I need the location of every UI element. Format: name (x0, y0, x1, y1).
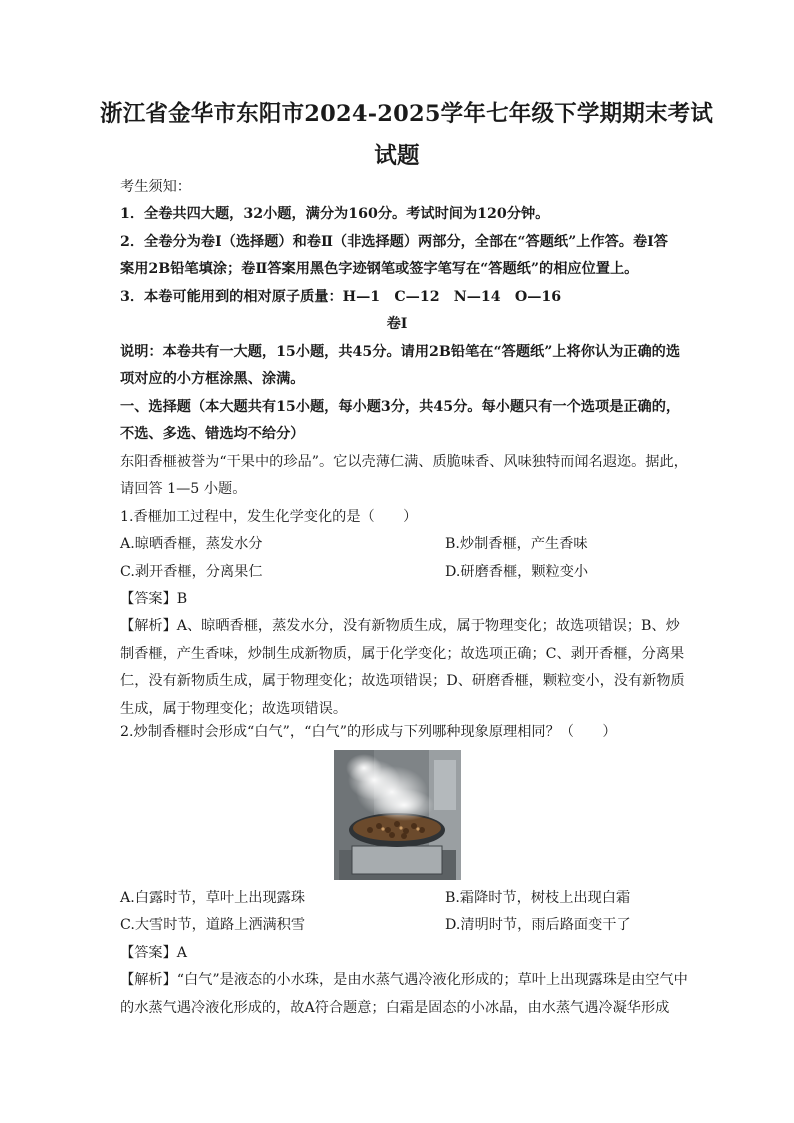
q1-analysis-line-4: 生成，属于物理变化；故选项错误。 (120, 701, 348, 717)
q2-option-d: D.清明时节，雨后路面变干了 (445, 917, 631, 933)
explain-line-2: 项对应的小方框涂黑、涂满。 (120, 371, 305, 387)
q2-analysis-line-2: 的水蒸气遇冷液化形成的，故A符合题意；白霜是固态的小冰晶，由水蒸气遇冷凝华形成 (120, 1000, 670, 1016)
wok-steam-photo (334, 750, 461, 880)
q1-option-b: B.炒制香榧，产生香味 (445, 536, 588, 552)
q1-analysis-line-2: 制香榧，产生香味，炒制生成新物质，属于化学变化；故选项正确；C、剥开香榧，分离果 (120, 646, 685, 662)
notice-heading: 考生须知： (120, 179, 191, 195)
q1-option-d: D.研磨香榧，颗粒变小 (445, 564, 589, 580)
q2-option-b: B.霜降时节，树枝上出现白霜 (445, 890, 631, 906)
volume-label: 卷Ⅰ (386, 316, 408, 332)
exam-title-line-1: 浙江省金华市东阳市2024-2025学年七年级下学期期末考试 (100, 101, 714, 127)
notice-item-2-line-1: 2．全卷分为卷Ⅰ（选择题）和卷Ⅱ（非选择题）两部分，全部在“答题纸”上作答。卷Ⅰ答 (120, 234, 668, 250)
intro-line-1: 东阳香榧被誉为“干果中的珍品”。它以壳薄仁满、质脆味香、风味独特而闻名遐迩。据此， (120, 454, 688, 470)
notice-item-3: 3．本卷可能用到的相对原子质量：H—1 C—12 N—14 O—16 (120, 289, 562, 305)
q2-option-c: C.大雪时节，道路上洒满积雪 (120, 917, 306, 933)
explain-line-1: 说明：本卷共有一大题，15小题，共45分。请用2B铅笔在“答题纸”上将你认为正确的选 (120, 344, 681, 360)
intro-line-2: 请回答 1—5 小题。 (120, 481, 247, 497)
q2-analysis-line-1: 【解析】“白气”是液态的小水珠，是由水蒸气遇冷液化形成的；草叶上出现露珠是由空气中 (120, 972, 688, 988)
q2-stem: 2.炒制香榧时会形成“白气”，“白气”的形成与下列哪种现象原理相同？（ ） (120, 724, 617, 740)
notice-item-1: 1．全卷共四大题，32小题，满分为160分。考试时间为120分钟。 (120, 206, 550, 222)
q1-analysis-line-1: 【解析】A、晾晒香榧，蒸发水分，没有新物质生成，属于物理变化；故选项错误；B、炒 (120, 618, 680, 634)
section-heading-line-2: 不选、多选、错选均不给分） (120, 426, 305, 442)
q2-answer: 【答案】A (120, 945, 187, 961)
exam-title-line-2: 试题 (374, 143, 420, 169)
q1-option-c: C.剥开香榧，分离果仁 (120, 564, 263, 580)
q1-analysis-line-3: 仁，没有新物质生成，属于物理变化；故选项错误；D、研磨香榧，颗粒变小，没有新物质 (120, 673, 685, 689)
q1-option-a: A.晾晒香榧，蒸发水分 (120, 536, 263, 552)
section-heading-line-1: 一、选择题（本大题共有15小题，每小题3分，共45分。每小题只有一个选项是正确的， (120, 399, 681, 415)
q1-answer: 【答案】B (120, 591, 188, 607)
q2-option-a: A.白露时节，草叶上出现露珠 (120, 890, 306, 906)
notice-item-2-line-2: 案用2B铅笔填涂；卷Ⅱ答案用黑色字迹钢笔或签字笔写在“答题纸”的相应位置上。 (120, 261, 639, 277)
q1-stem: 1.香榧加工过程中，发生化学变化的是（ ） (120, 509, 418, 525)
